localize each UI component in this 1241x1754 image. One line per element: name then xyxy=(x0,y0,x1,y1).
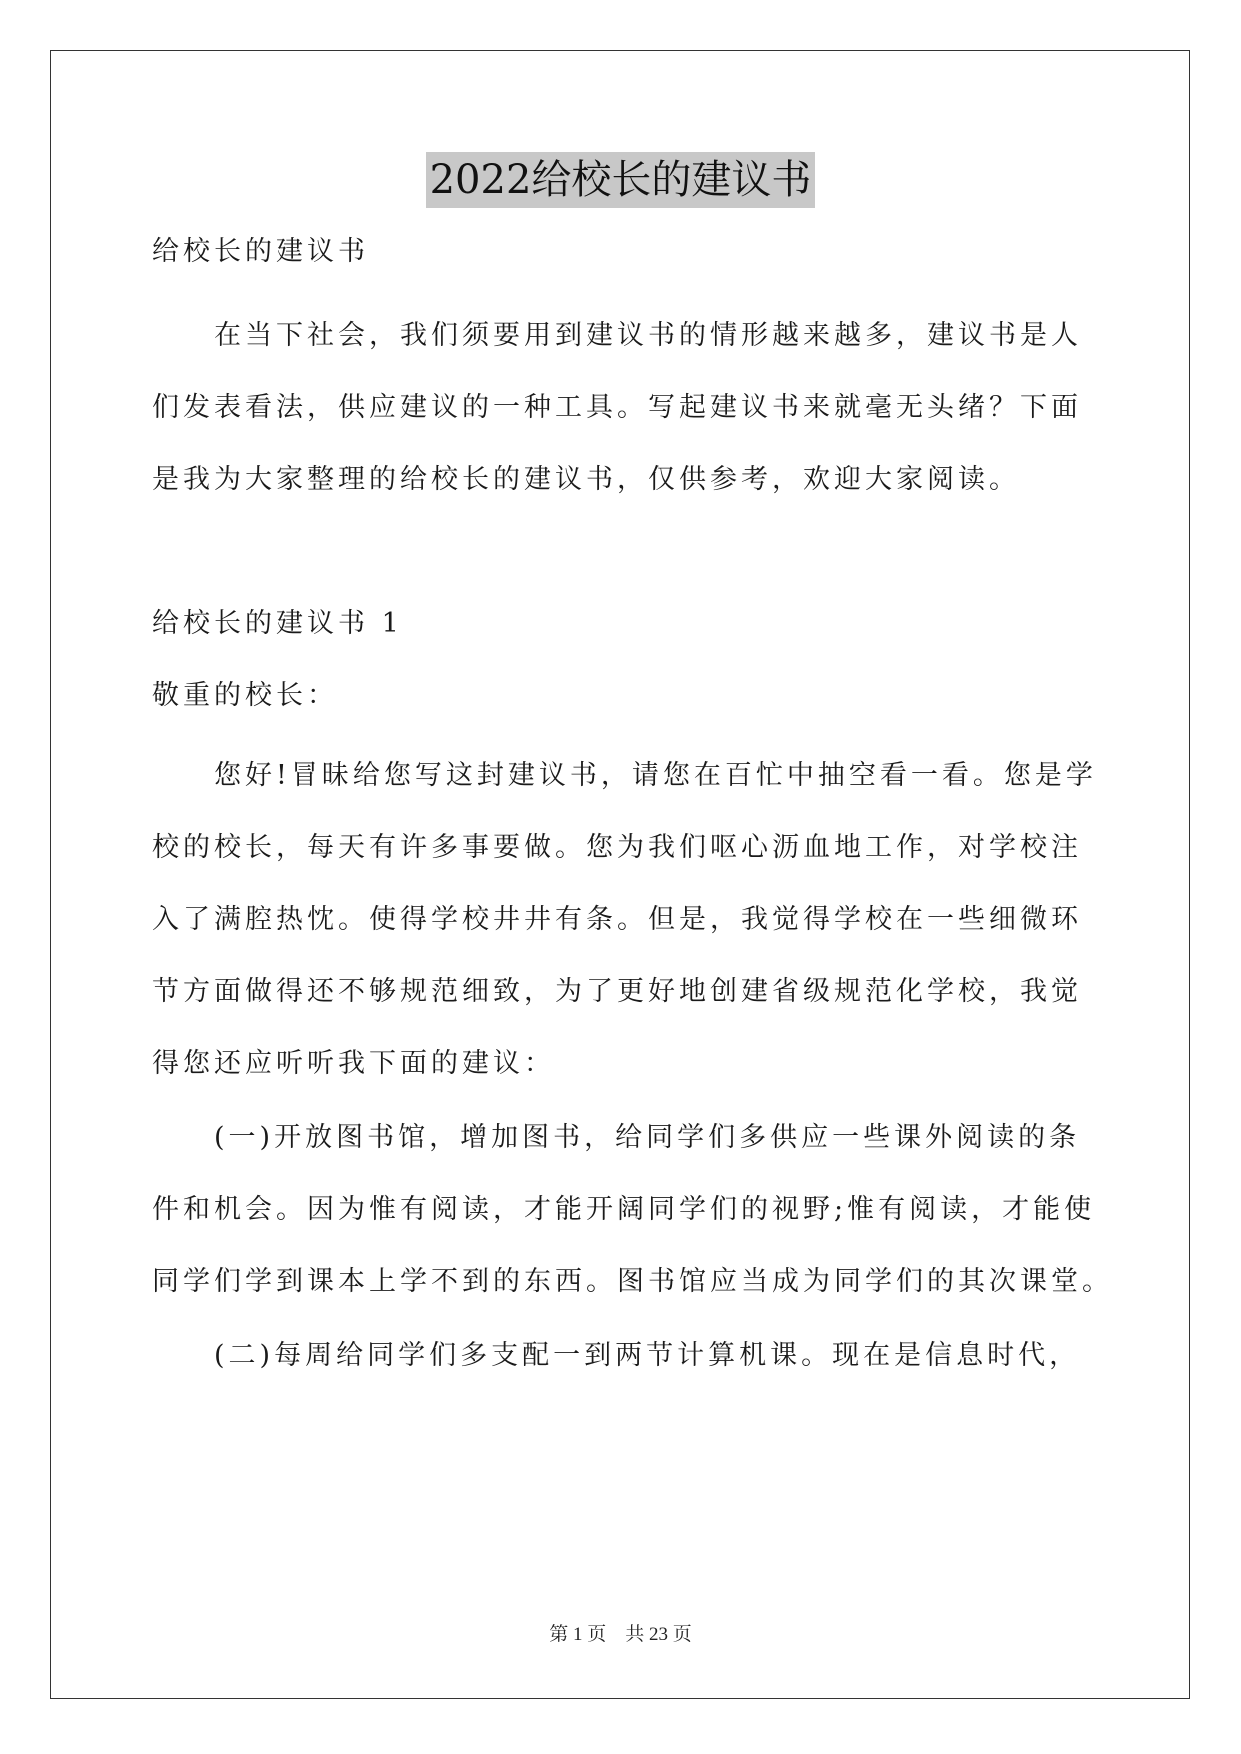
salutation: 敬重的校长： xyxy=(152,680,338,711)
paragraph-line: 同学们学到课本上学不到的东西。图书馆应当成为同学们的其次课堂。 xyxy=(152,1266,1113,1297)
page-footer: 第 1 页 共 23 页 xyxy=(549,1624,692,1645)
page-border xyxy=(50,50,1190,1699)
paragraph-line: 得您还应听听我下面的建议： xyxy=(152,1048,555,1079)
title-container xyxy=(0,152,1241,208)
section-heading: 给校长的建议书 1 xyxy=(152,608,403,639)
section-heading: 给校长的建议书 xyxy=(152,236,369,267)
paragraph-line: (一)开放图书馆，增加图书，给同学们多供应一些课外阅读的条 xyxy=(214,1122,1081,1153)
paragraph-line: 入了满腔热忱。使得学校井井有条。但是，我觉得学校在一些细微环 xyxy=(152,904,1082,935)
paragraph-line: 节方面做得还不够规范细致，为了更好地创建省级规范化学校，我觉 xyxy=(152,976,1082,1007)
paragraph-line: (二)每周给同学们多支配一到两节计算机课。现在是信息时代， xyxy=(214,1340,1081,1371)
paragraph-line: 是我为大家整理的给校长的建议书，仅供参考，欢迎大家阅读。 xyxy=(152,464,1020,495)
paragraph-line: 们发表看法，供应建议的一种工具。写起建议书来就毫无头绪？下面 xyxy=(152,392,1082,423)
paragraph-line: 在当下社会，我们须要用到建议书的情形越来越多，建议书是人 xyxy=(214,320,1082,351)
document-title: 2022给校长的建议书 xyxy=(426,152,816,208)
paragraph-line: 件和机会。因为惟有阅读，才能开阔同学们的视野;惟有阅读，才能使 xyxy=(152,1194,1096,1225)
paragraph-line: 您好!冒昧给您写这封建议书，请您在百忙中抽空看一看。您是学 xyxy=(214,760,1097,791)
paragraph-line: 校的校长，每天有许多事要做。您为我们呕心沥血地工作，对学校注 xyxy=(152,832,1082,863)
